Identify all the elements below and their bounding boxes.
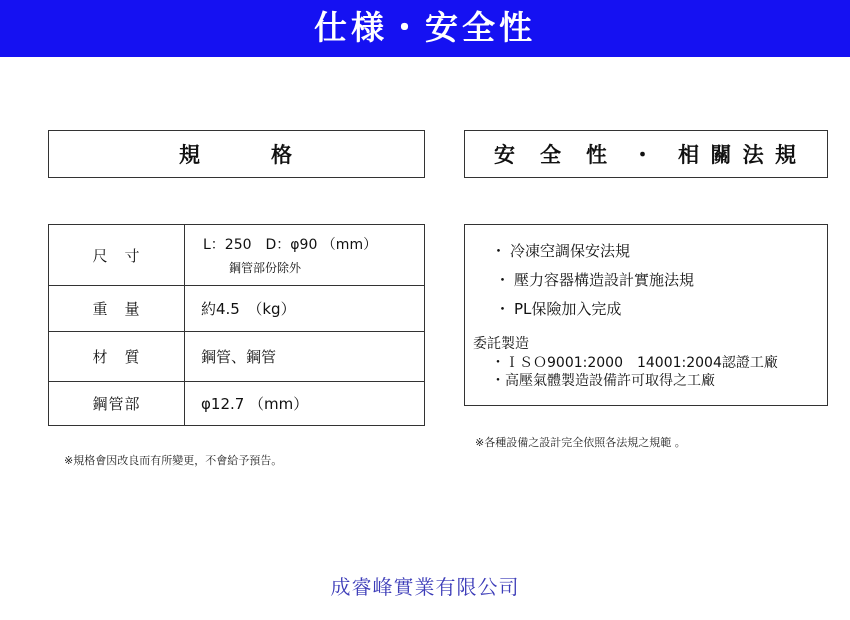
law-item (465, 295, 827, 324)
spec-note: ※規格會因改良而有所變更，不會給予預告。 (64, 454, 283, 467)
manufacturing-item-license: ・高壓氣體製造設備許可取得之工廠 (491, 373, 715, 389)
safety-note: ※各種設備之設計完全依照各法規之規範 。 (475, 436, 686, 449)
company-name: 成睿峰實業有限公司 (330, 575, 520, 599)
spec-value-pipe: φ12.7 （mm） (185, 382, 425, 426)
spec-row-size (49, 225, 425, 286)
spec-row-material (49, 332, 425, 382)
spec-label-weight: 重 量 (49, 286, 185, 332)
size-note: 鋼管部份除外 (229, 261, 302, 275)
law-text: 冷凍空調保安法規 (510, 242, 631, 260)
safety-heading: 安 全 性 ・ 相 關 法 規 (464, 130, 828, 178)
spec-label-material: 材 質 (49, 332, 185, 382)
manufacturing-title: 委託製造 (473, 336, 529, 352)
bullet-glyph: ・ (495, 300, 511, 318)
size-dimensions: L：250 D：φ90 （mm） (203, 237, 378, 253)
manufacturing-item-iso: ・ＩＳＯ9001:2000 14001:2004認證工廠 (491, 355, 778, 371)
spec-row-pipe (49, 382, 425, 426)
law-item (465, 266, 827, 295)
spec-label-size: 尺 寸 (49, 225, 185, 286)
spec-value-material: 鋼管、鋼管 (185, 332, 425, 382)
law-list (465, 237, 827, 324)
spec-heading: 規 格 (48, 130, 425, 178)
law-item (465, 237, 827, 266)
law-text: 壓力容器構造設計實施法規 (514, 271, 695, 289)
spec-table (48, 224, 425, 426)
law-text: PL保險加入完成 (514, 300, 622, 318)
page-title: 仕様・安全性 (314, 8, 536, 47)
spec-value-weight: 約4.5 （kg） (185, 286, 425, 332)
spec-label-pipe: 鋼管部 (49, 382, 185, 426)
bullet-glyph: ・ (491, 242, 507, 260)
spec-row-weight (49, 286, 425, 332)
laws-box (464, 224, 828, 406)
spec-value-size (185, 225, 425, 286)
title-banner (0, 0, 850, 57)
bullet-glyph: ・ (495, 271, 511, 289)
